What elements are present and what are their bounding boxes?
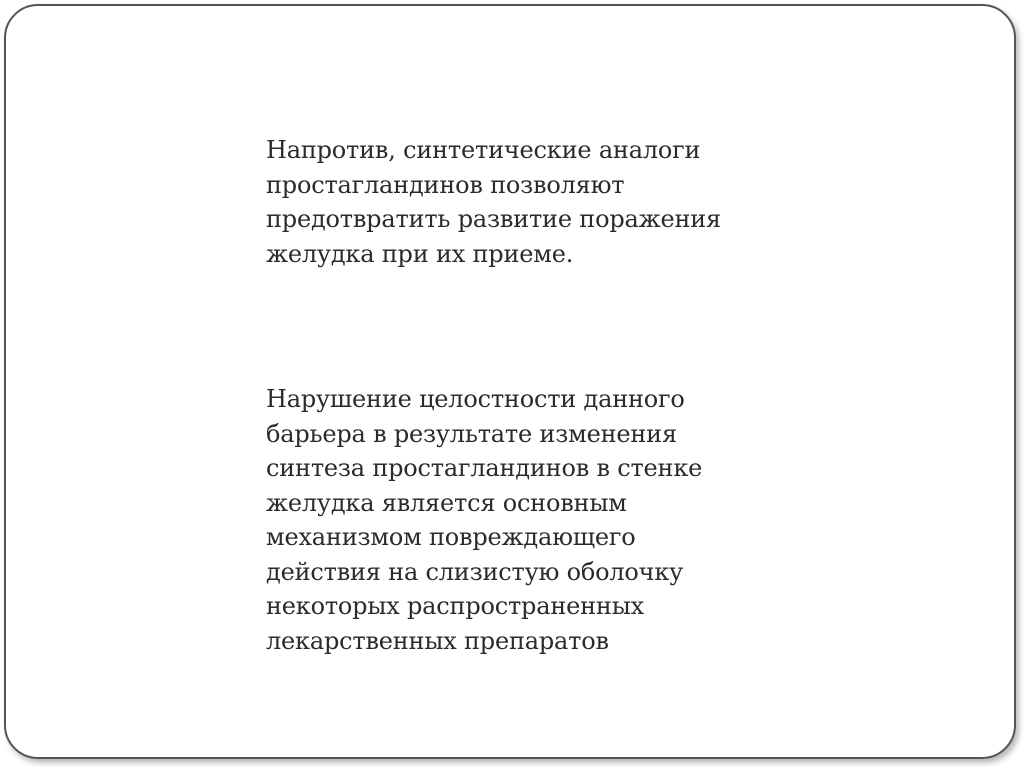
paragraph-prostaglandin-analogs: Напротив, синтетические аналоги простагландинов позволяют предотвратить развитие поражения желудка при их приеме.	[266, 136, 722, 268]
paragraph-barrier-integrity: Нарушение целостности данного барьера в результате изменения синтеза простагландинов в стенке желудка является основным механизмом повреждающего действия на слизистую оболочку некоторых распространенных лекарственных препаратов	[266, 385, 703, 655]
